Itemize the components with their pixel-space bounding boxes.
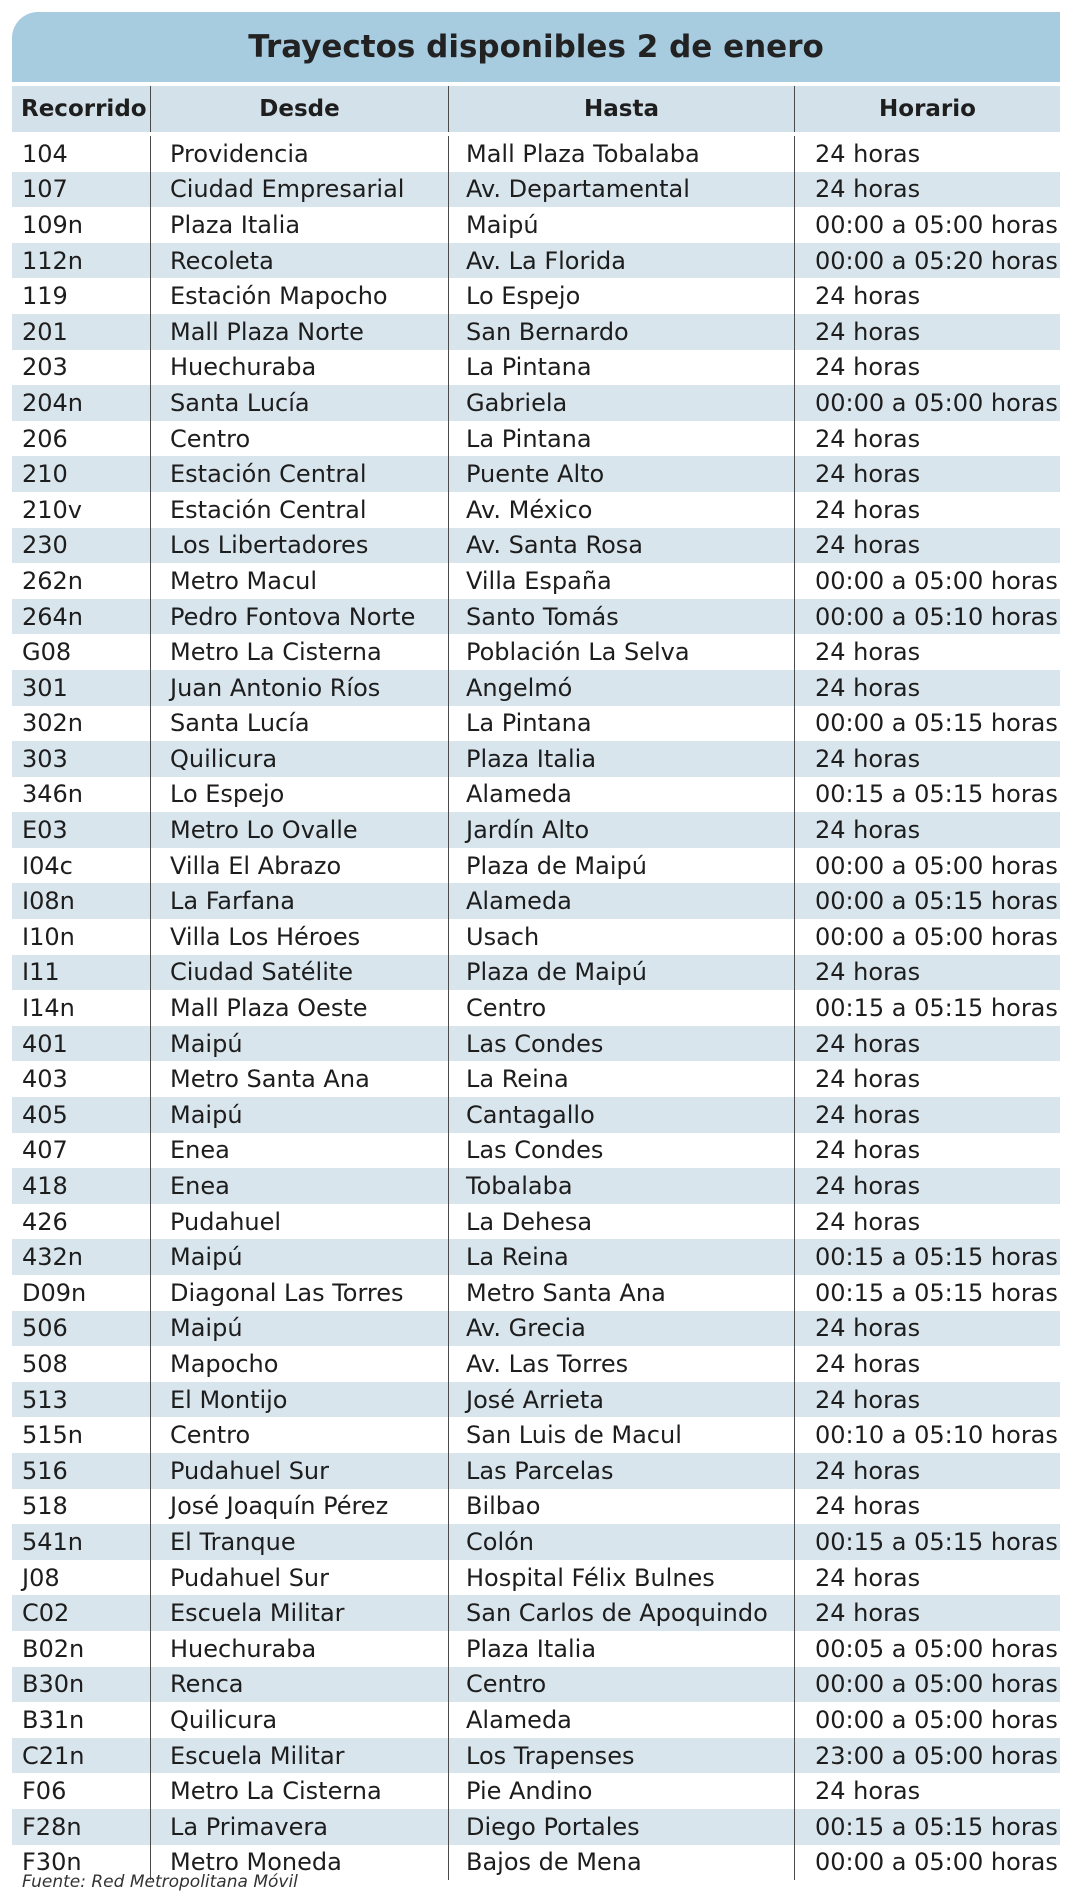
to-cell: Av. La Florida — [449, 243, 795, 279]
schedule-cell: 24 horas — [815, 531, 921, 560]
from-cell: Pudahuel — [151, 1204, 449, 1240]
to-cell: Usach — [449, 919, 795, 955]
route-cell: 516 — [12, 1453, 151, 1489]
route-cell: F28n — [12, 1809, 151, 1845]
schedule-cell: 00:00 a 05:15 horas — [815, 887, 1058, 916]
table-row — [12, 1417, 1060, 1453]
from-cell: Mall Plaza Norte — [151, 314, 449, 350]
table-row — [12, 1667, 1060, 1703]
route-cell: C02 — [12, 1595, 151, 1631]
table-row — [12, 1809, 1060, 1845]
table-row — [12, 990, 1060, 1026]
table-row — [12, 883, 1060, 919]
table-row — [12, 563, 1060, 599]
route-cell: 405 — [12, 1097, 151, 1133]
table-row — [12, 1275, 1060, 1311]
to-cell: Centro — [449, 990, 795, 1026]
table-row — [12, 1382, 1060, 1418]
schedule-cell: 24 horas — [815, 1349, 921, 1378]
table-row — [12, 1489, 1060, 1525]
table-row — [12, 848, 1060, 884]
from-cell: Enea — [151, 1133, 449, 1169]
schedule-cell: 24 horas — [815, 1385, 921, 1414]
table-row — [12, 350, 1060, 386]
table-row — [12, 456, 1060, 492]
schedule-cell: 24 horas — [815, 673, 921, 702]
to-cell: Alameda — [449, 1702, 795, 1738]
to-cell: Maipú — [449, 207, 795, 243]
table-row — [12, 955, 1060, 991]
table-row — [12, 278, 1060, 314]
schedule-cell: 24 horas — [815, 495, 921, 524]
header-hasta: Hasta — [449, 86, 795, 132]
route-cell: 206 — [12, 421, 151, 457]
to-cell: San Bernardo — [449, 314, 795, 350]
from-cell: Los Libertadores — [151, 528, 449, 564]
table-row — [12, 1346, 1060, 1382]
to-cell: Bilbao — [449, 1489, 795, 1525]
from-cell: Pudahuel Sur — [151, 1560, 449, 1596]
to-cell: Diego Portales — [449, 1809, 795, 1845]
from-cell: Providencia — [151, 136, 449, 172]
table-row — [12, 1168, 1060, 1204]
to-cell: La Pintana — [449, 421, 795, 457]
to-cell: Villa España — [449, 563, 795, 599]
table-row — [12, 1026, 1060, 1062]
table-row — [12, 706, 1060, 742]
route-cell: 230 — [12, 528, 151, 564]
schedule-cell: 24 horas — [815, 1207, 921, 1236]
schedule-cell: 24 horas — [815, 139, 921, 168]
route-cell: 201 — [12, 314, 151, 350]
from-cell: Metro Lo Ovalle — [151, 812, 449, 848]
table-row — [12, 385, 1060, 421]
from-cell: Estación Central — [151, 456, 449, 492]
table-row — [12, 421, 1060, 457]
route-cell: B02n — [12, 1631, 151, 1667]
route-cell: D09n — [12, 1275, 151, 1311]
schedule-cell: 24 horas — [815, 1136, 921, 1165]
schedule-cell: 00:15 a 05:15 horas — [815, 1812, 1058, 1841]
to-cell: José Arrieta — [449, 1382, 795, 1418]
schedule-cell: 24 horas — [815, 958, 921, 987]
from-cell: Huechuraba — [151, 1631, 449, 1667]
route-cell: I11 — [12, 955, 151, 991]
from-cell: La Farfana — [151, 883, 449, 919]
from-cell: Estación Mapocho — [151, 278, 449, 314]
to-cell: Centro — [449, 1667, 795, 1703]
route-cell: 301 — [12, 670, 151, 706]
schedule-cell: 00:15 a 05:15 horas — [815, 1527, 1058, 1556]
schedule-cell: 00:15 a 05:15 horas — [815, 780, 1058, 809]
from-cell: Metro La Cisterna — [151, 1773, 449, 1809]
schedule-cell: 24 horas — [815, 1172, 921, 1201]
source-note: Fuente: Red Metropolitana Móvil — [22, 1872, 298, 1892]
table-row — [12, 1239, 1060, 1275]
route-cell: 515n — [12, 1417, 151, 1453]
table-title: Trayectos disponibles 2 de enero — [248, 29, 824, 65]
from-cell: Enea — [151, 1168, 449, 1204]
table-header — [12, 86, 1060, 136]
table-row — [12, 1773, 1060, 1809]
header-recorrido: Recorrido — [12, 86, 151, 132]
to-cell: Plaza de Maipú — [449, 848, 795, 884]
route-cell: 432n — [12, 1239, 151, 1275]
schedule-cell: 00:00 a 05:00 horas — [815, 1848, 1058, 1877]
route-cell: 104 — [12, 136, 151, 172]
route-cell: J08 — [12, 1560, 151, 1596]
to-cell: Los Trapenses — [449, 1738, 795, 1774]
header-desde: Desde — [151, 86, 449, 132]
from-cell: Pedro Fontova Norte — [151, 599, 449, 635]
table-row — [12, 670, 1060, 706]
schedule-cell: 00:00 a 05:10 horas — [815, 602, 1058, 631]
from-cell: Juan Antonio Ríos — [151, 670, 449, 706]
from-cell: Recoleta — [151, 243, 449, 279]
route-cell: 302n — [12, 706, 151, 742]
schedule-cell: 00:00 a 05:00 horas — [815, 388, 1058, 417]
schedule-cell: 24 horas — [815, 317, 921, 346]
schedule-cell: 24 horas — [815, 816, 921, 845]
schedule-cell: 24 horas — [815, 1777, 921, 1806]
to-cell: Colón — [449, 1524, 795, 1560]
from-cell: Plaza Italia — [151, 207, 449, 243]
schedule-cell: 00:00 a 05:20 horas — [815, 246, 1058, 275]
table-row — [12, 599, 1060, 635]
from-cell: Mapocho — [151, 1346, 449, 1382]
route-cell: 541n — [12, 1524, 151, 1560]
from-cell: El Tranque — [151, 1524, 449, 1560]
from-cell: Huechuraba — [151, 350, 449, 386]
to-cell: Mall Plaza Tobalaba — [449, 136, 795, 172]
schedule-cell: 23:00 a 05:00 horas — [815, 1741, 1058, 1770]
table-row — [12, 1133, 1060, 1169]
table-row — [12, 1524, 1060, 1560]
table-row — [12, 136, 1060, 172]
to-cell: Av. Grecia — [449, 1311, 795, 1347]
table-row — [12, 1560, 1060, 1596]
route-cell: 407 — [12, 1133, 151, 1169]
table-row — [12, 1204, 1060, 1240]
to-cell: Metro Santa Ana — [449, 1275, 795, 1311]
to-cell: Plaza Italia — [449, 1631, 795, 1667]
table-row — [12, 1453, 1060, 1489]
schedule-cell: 24 horas — [815, 353, 921, 382]
to-cell: Las Condes — [449, 1133, 795, 1169]
table-row — [12, 207, 1060, 243]
table-row — [12, 919, 1060, 955]
from-cell: Estación Central — [151, 492, 449, 528]
schedule-cell: 00:00 a 05:00 horas — [815, 922, 1058, 951]
table-row — [12, 634, 1060, 670]
to-cell: Plaza Italia — [449, 741, 795, 777]
table-row — [12, 812, 1060, 848]
schedule-cell: 24 horas — [815, 1599, 921, 1628]
route-cell: 403 — [12, 1061, 151, 1097]
schedule-cell: 24 horas — [815, 1065, 921, 1094]
table-row — [12, 528, 1060, 564]
from-cell: Centro — [151, 421, 449, 457]
route-cell: 513 — [12, 1382, 151, 1418]
to-cell: Gabriela — [449, 385, 795, 421]
to-cell: Bajos de Mena — [449, 1845, 795, 1881]
from-cell: Santa Lucía — [151, 706, 449, 742]
from-cell: Escuela Militar — [151, 1738, 449, 1774]
from-cell: Ciudad Satélite — [151, 955, 449, 991]
from-cell: José Joaquín Pérez — [151, 1489, 449, 1525]
header-horario: Horario — [879, 96, 976, 122]
route-cell: 107 — [12, 172, 151, 208]
route-cell: 210 — [12, 456, 151, 492]
schedule-cell: 00:10 a 05:10 horas — [815, 1421, 1058, 1450]
table-row — [12, 243, 1060, 279]
schedule-cell: 24 horas — [815, 1100, 921, 1129]
to-cell: Santo Tomás — [449, 599, 795, 635]
to-cell: Cantagallo — [449, 1097, 795, 1133]
route-cell: 401 — [12, 1026, 151, 1062]
table-row — [12, 1738, 1060, 1774]
route-cell: 508 — [12, 1346, 151, 1382]
schedule-cell: 24 horas — [815, 282, 921, 311]
route-cell: 418 — [12, 1168, 151, 1204]
route-cell: I14n — [12, 990, 151, 1026]
to-cell: La Reina — [449, 1061, 795, 1097]
table-row — [12, 1595, 1060, 1631]
to-cell: Av. México — [449, 492, 795, 528]
table-row — [12, 1631, 1060, 1667]
schedule-cell: 00:05 a 05:00 horas — [815, 1634, 1058, 1663]
route-cell: 203 — [12, 350, 151, 386]
route-cell: I08n — [12, 883, 151, 919]
from-cell: Maipú — [151, 1239, 449, 1275]
route-cell: I04c — [12, 848, 151, 884]
to-cell: Angelmó — [449, 670, 795, 706]
route-cell: 346n — [12, 777, 151, 813]
from-cell: Santa Lucía — [151, 385, 449, 421]
schedule-cell: 24 horas — [815, 1492, 921, 1521]
from-cell: Pudahuel Sur — [151, 1453, 449, 1489]
to-cell: San Luis de Macul — [449, 1417, 795, 1453]
route-cell: 506 — [12, 1311, 151, 1347]
table-row — [12, 1311, 1060, 1347]
schedule-cell: 00:15 a 05:15 horas — [815, 1278, 1058, 1307]
route-cell: 109n — [12, 207, 151, 243]
schedule-cell: 24 horas — [815, 744, 921, 773]
from-cell: La Primavera — [151, 1809, 449, 1845]
route-cell: I10n — [12, 919, 151, 955]
table-body — [12, 136, 1060, 1880]
to-cell: San Carlos de Apoquindo — [449, 1595, 795, 1631]
route-cell: 204n — [12, 385, 151, 421]
from-cell: Renca — [151, 1667, 449, 1703]
table-row — [12, 314, 1060, 350]
to-cell: Av. Santa Rosa — [449, 528, 795, 564]
from-cell: El Montijo — [151, 1382, 449, 1418]
table-row — [12, 777, 1060, 813]
table-row — [12, 1097, 1060, 1133]
schedule-table — [12, 12, 1060, 1880]
route-cell: 303 — [12, 741, 151, 777]
schedule-cell: 24 horas — [815, 460, 921, 489]
from-cell: Metro La Cisterna — [151, 634, 449, 670]
title-bar — [12, 12, 1060, 82]
to-cell: Alameda — [449, 777, 795, 813]
table-row — [12, 172, 1060, 208]
from-cell: Escuela Militar — [151, 1595, 449, 1631]
to-cell: Hospital Félix Bulnes — [449, 1560, 795, 1596]
from-cell: Diagonal Las Torres — [151, 1275, 449, 1311]
to-cell: La Pintana — [449, 706, 795, 742]
route-cell: B31n — [12, 1702, 151, 1738]
to-cell: Pie Andino — [449, 1773, 795, 1809]
to-cell: La Pintana — [449, 350, 795, 386]
from-cell: Lo Espejo — [151, 777, 449, 813]
table-row — [12, 492, 1060, 528]
from-cell: Quilicura — [151, 1702, 449, 1738]
to-cell: La Dehesa — [449, 1204, 795, 1240]
to-cell: Tobalaba — [449, 1168, 795, 1204]
route-cell: G08 — [12, 634, 151, 670]
to-cell: Av. Departamental — [449, 172, 795, 208]
to-cell: Plaza de Maipú — [449, 955, 795, 991]
route-cell: 119 — [12, 278, 151, 314]
schedule-cell: 00:00 a 05:15 horas — [815, 709, 1058, 738]
table-row — [12, 741, 1060, 777]
from-cell: Metro Santa Ana — [151, 1061, 449, 1097]
to-cell: Jardín Alto — [449, 812, 795, 848]
schedule-cell: 24 horas — [815, 638, 921, 667]
route-cell: 264n — [12, 599, 151, 635]
route-cell: E03 — [12, 812, 151, 848]
to-cell: Alameda — [449, 883, 795, 919]
to-cell: Av. Las Torres — [449, 1346, 795, 1382]
to-cell: Las Condes — [449, 1026, 795, 1062]
schedule-cell: 24 horas — [815, 175, 921, 204]
schedule-cell: 00:00 a 05:00 horas — [815, 851, 1058, 880]
from-cell: Villa El Abrazo — [151, 848, 449, 884]
to-cell: Puente Alto — [449, 456, 795, 492]
from-cell: Villa Los Héroes — [151, 919, 449, 955]
from-cell: Centro — [151, 1417, 449, 1453]
schedule-cell: 00:15 a 05:15 horas — [815, 1243, 1058, 1272]
to-cell: La Reina — [449, 1239, 795, 1275]
schedule-cell: 24 horas — [815, 1314, 921, 1343]
route-cell: B30n — [12, 1667, 151, 1703]
route-cell: 112n — [12, 243, 151, 279]
route-cell: F30n — [12, 1845, 151, 1881]
from-cell: Quilicura — [151, 741, 449, 777]
to-cell: Población La Selva — [449, 634, 795, 670]
table-row — [12, 1061, 1060, 1097]
from-cell: Metro Moneda — [151, 1845, 449, 1881]
schedule-cell: 24 horas — [815, 1456, 921, 1485]
to-cell: Las Parcelas — [449, 1453, 795, 1489]
route-cell: C21n — [12, 1738, 151, 1774]
route-cell: 210v — [12, 492, 151, 528]
schedule-cell: 00:00 a 05:00 horas — [815, 1705, 1058, 1734]
route-cell: 262n — [12, 563, 151, 599]
schedule-cell: 00:00 a 05:00 horas — [815, 566, 1058, 595]
schedule-cell: 24 horas — [815, 1563, 921, 1592]
route-cell: F06 — [12, 1773, 151, 1809]
from-cell: Mall Plaza Oeste — [151, 990, 449, 1026]
schedule-cell: 24 horas — [815, 424, 921, 453]
table-row — [12, 1702, 1060, 1738]
route-cell: 426 — [12, 1204, 151, 1240]
from-cell: Maipú — [151, 1097, 449, 1133]
from-cell: Maipú — [151, 1311, 449, 1347]
schedule-cell: 24 horas — [815, 1029, 921, 1058]
schedule-cell: 00:00 a 05:00 horas — [815, 1670, 1058, 1699]
from-cell: Metro Macul — [151, 563, 449, 599]
schedule-cell: 00:00 a 05:00 horas — [815, 210, 1058, 239]
to-cell: Lo Espejo — [449, 278, 795, 314]
from-cell: Ciudad Empresarial — [151, 172, 449, 208]
route-cell: 518 — [12, 1489, 151, 1525]
from-cell: Maipú — [151, 1026, 449, 1062]
schedule-cell: 00:15 a 05:15 horas — [815, 994, 1058, 1023]
